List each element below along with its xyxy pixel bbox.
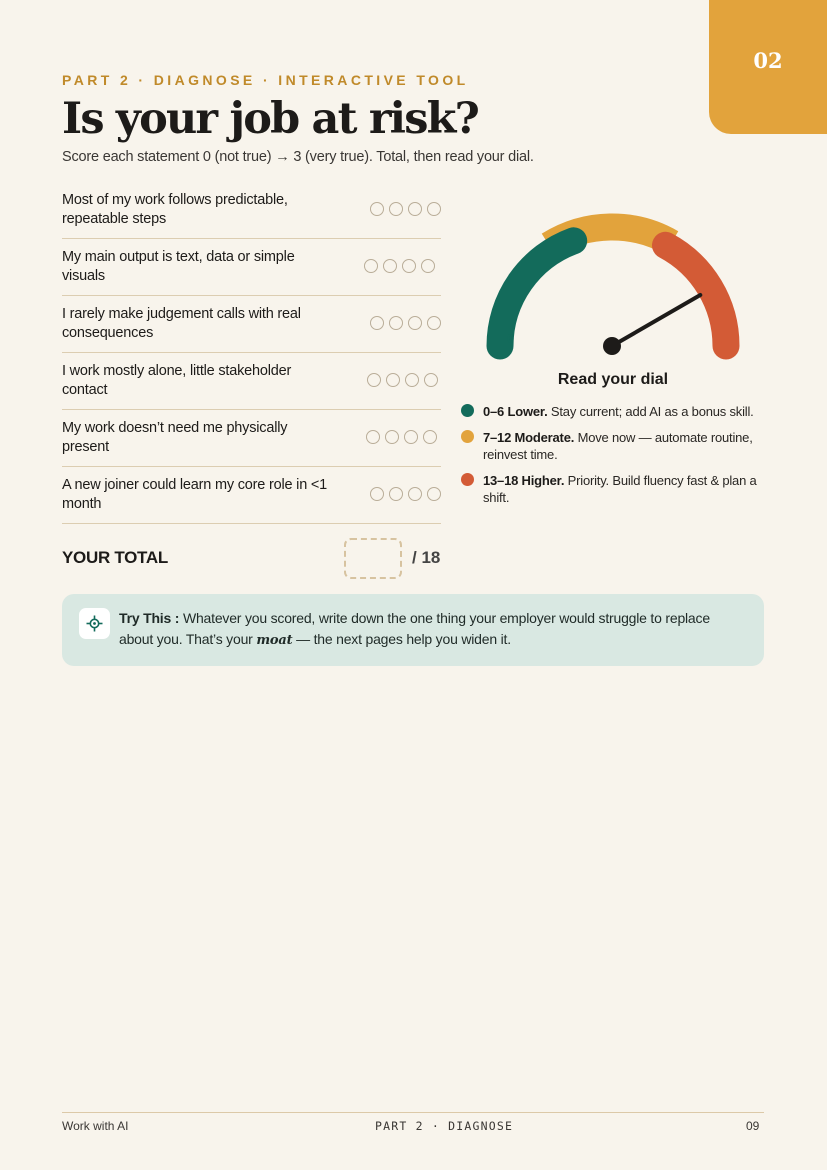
score-option-3[interactable]	[427, 316, 441, 330]
footer-book-title: Work with AI	[62, 1119, 129, 1133]
score-option-1[interactable]	[389, 202, 403, 216]
statement-text: Most of my work follows predictable, repeatable steps	[62, 192, 288, 227]
try-this-body-end: — the next pages help you widen it.	[296, 631, 511, 647]
legend-range: 7–12 Moderate.	[483, 430, 575, 445]
score-option-2[interactable]	[405, 373, 419, 387]
total-max: / 18	[412, 548, 441, 567]
score-option-0[interactable]	[370, 202, 384, 216]
score-option-1[interactable]	[386, 373, 400, 387]
statement-row	[62, 296, 441, 353]
legend-text: Stay current; add AI as a bonus skill.	[550, 404, 754, 419]
statement-text: A new joiner could learn my core role in <1 month	[62, 477, 328, 512]
dial-hub	[603, 337, 621, 355]
legend-dot-high	[461, 473, 474, 486]
score-option-3[interactable]	[427, 487, 441, 501]
statement-row	[62, 182, 441, 239]
page-number: 09	[746, 1119, 760, 1133]
statement-row	[62, 239, 441, 296]
score-option-0[interactable]	[367, 373, 381, 387]
statement-text: I rarely make judgement calls with real consequences	[62, 306, 301, 341]
score-options	[366, 430, 437, 444]
score-options	[367, 373, 438, 387]
statement-text: My work doesn’t need me physically present	[62, 420, 288, 455]
score-option-2[interactable]	[404, 430, 418, 444]
chapter-number: 02	[753, 47, 783, 73]
section-eyebrow: PART 2 · DIAGNOSE · INTERACTIVE TOOL	[62, 72, 469, 88]
score-option-0[interactable]	[370, 316, 384, 330]
score-options	[364, 259, 435, 273]
try-this-body: Whatever you scored, write down the one thing your employer would struggle to replace about you. That’s your	[119, 610, 710, 647]
score-options	[370, 316, 441, 330]
chapter-tab	[709, 0, 827, 134]
statement-list	[62, 182, 441, 524]
legend-item-low	[461, 403, 761, 420]
score-option-1[interactable]	[389, 487, 403, 501]
page-title: Is your job at risk?	[62, 94, 479, 144]
statement-row	[62, 410, 441, 467]
score-option-2[interactable]	[408, 316, 422, 330]
page-subtitle: Score each statement 0 (not true) → 3 (very true). Total, then read your dial.	[62, 149, 534, 165]
legend-range: 13–18 Higher.	[483, 473, 565, 488]
legend-dot-moderate	[461, 430, 474, 443]
statement-row	[62, 467, 441, 524]
score-options	[370, 202, 441, 216]
legend-dot-low	[461, 404, 474, 417]
score-option-1[interactable]	[389, 316, 403, 330]
footer-section: PART 2 · DIAGNOSE	[375, 1119, 514, 1133]
risk-dial	[460, 190, 760, 370]
dial-min-label: 0	[507, 331, 515, 346]
statement-text: My main output is text, data or simple visuals	[62, 249, 295, 284]
score-option-3[interactable]	[427, 202, 441, 216]
total-input[interactable]	[344, 538, 402, 579]
score-option-3[interactable]	[423, 430, 437, 444]
score-option-2[interactable]	[402, 259, 416, 273]
score-option-3[interactable]	[424, 373, 438, 387]
legend-range: 0–6 Lower.	[483, 404, 548, 419]
legend-text: Priority. Build fluency fast & plan a shift.	[483, 473, 757, 505]
footer-divider	[62, 1112, 764, 1113]
score-option-2[interactable]	[408, 487, 422, 501]
score-options	[370, 487, 441, 501]
try-this-text	[119, 608, 739, 651]
score-option-3[interactable]	[421, 259, 435, 273]
try-this-callout	[62, 594, 764, 666]
legend-item-high	[461, 472, 761, 506]
score-option-0[interactable]	[364, 259, 378, 273]
legend-item-moderate	[461, 429, 761, 463]
score-option-1[interactable]	[385, 430, 399, 444]
score-option-2[interactable]	[408, 202, 422, 216]
legend-text: Move now — automate routine, reinvest time.	[483, 430, 753, 462]
statement-text: I work mostly alone, little stakeholder contact	[62, 363, 292, 398]
dial-heading: Read your dial	[557, 371, 669, 388]
statement-row	[62, 353, 441, 410]
score-option-0[interactable]	[370, 487, 384, 501]
target-icon	[79, 608, 110, 639]
score-option-1[interactable]	[383, 259, 397, 273]
dial-max-label: 1	[715, 331, 723, 346]
dial-legend	[461, 403, 761, 515]
total-label: YOUR TOTAL	[62, 548, 168, 567]
score-option-0[interactable]	[366, 430, 380, 444]
try-this-emphasis: moat	[256, 633, 293, 648]
dial-needle	[612, 295, 700, 346]
try-this-label: Try This :	[119, 610, 180, 626]
